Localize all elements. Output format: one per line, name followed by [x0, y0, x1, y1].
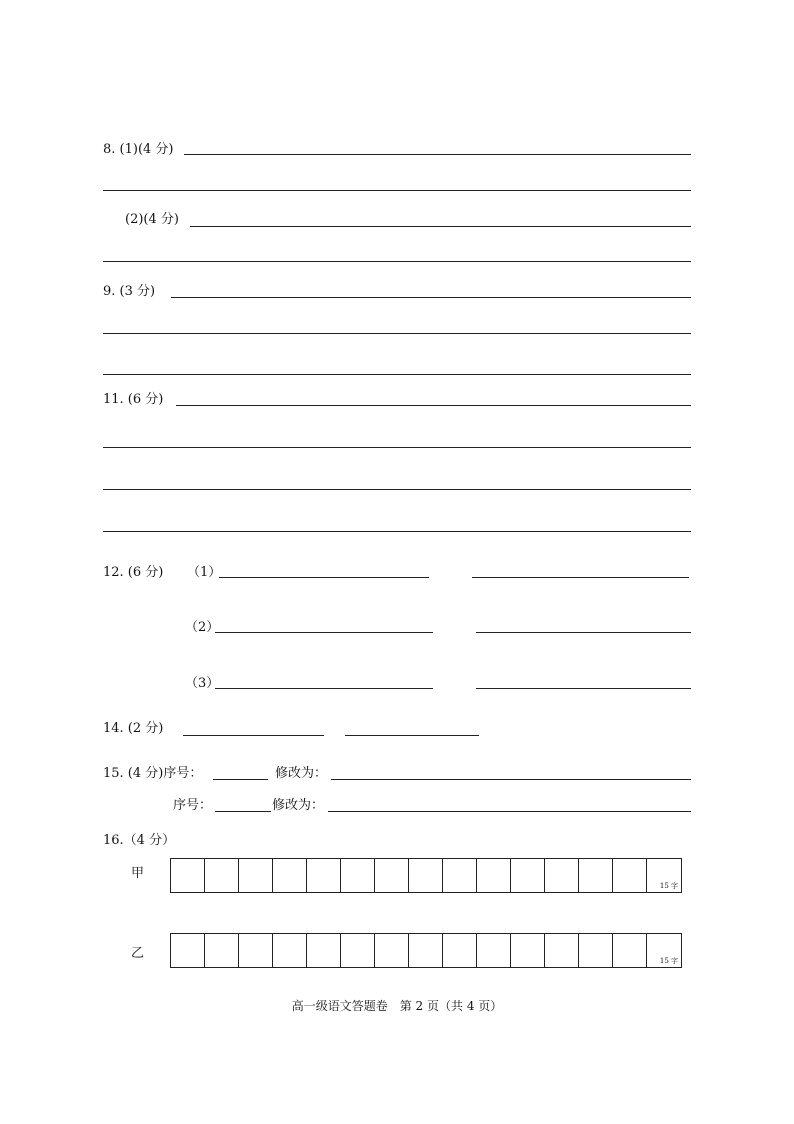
char-count-note: 15 字: [659, 957, 678, 965]
writing-cell[interactable]: [375, 859, 409, 892]
q12-part-3-line-a[interactable]: [215, 688, 433, 689]
q9-answer-line-1[interactable]: [171, 297, 691, 298]
writing-cell[interactable]: [205, 859, 239, 892]
q9-answer-line-2[interactable]: [103, 333, 691, 334]
q16-label: 16.（4 分）: [103, 833, 176, 848]
q15-revise-line-2[interactable]: [328, 811, 691, 812]
q11-label: 11. (6 分): [103, 392, 164, 407]
writing-cell[interactable]: [579, 934, 613, 967]
writing-cell[interactable]: [511, 934, 545, 967]
writing-cell[interactable]: [409, 934, 443, 967]
q15-revise-line-1[interactable]: [331, 779, 691, 780]
q16-grid-row-2: [170, 933, 682, 968]
q15-seq-line-2[interactable]: [215, 811, 271, 812]
q8-label: 8. (1)(4 分): [103, 142, 174, 157]
q16-grid-row-1: [170, 858, 682, 893]
q15-revise-label: 修改为：: [275, 766, 328, 781]
writing-cell[interactable]: [239, 934, 273, 967]
q11-answer-line-1[interactable]: [176, 405, 691, 406]
q12-part-3-label: （3）: [185, 676, 220, 691]
q11-answer-line-2[interactable]: [103, 447, 691, 448]
q9-answer-line-3[interactable]: [103, 374, 691, 375]
q12-part-2-line-a[interactable]: [215, 632, 433, 633]
writing-cell[interactable]: [579, 859, 613, 892]
writing-cell[interactable]: [341, 934, 375, 967]
writing-cell[interactable]: [477, 859, 511, 892]
q12-part-1-line-b[interactable]: [472, 577, 689, 578]
q8-2-answer-line-1[interactable]: [190, 226, 691, 227]
q8-2-label: (2)(4 分): [125, 212, 179, 227]
writing-cell[interactable]: [511, 859, 545, 892]
q9-label: 9. (3 分): [103, 284, 156, 299]
writing-cell[interactable]: [171, 859, 205, 892]
q15-seq2-label: 序号：: [173, 798, 213, 813]
writing-cell[interactable]: [273, 859, 307, 892]
q8-1-answer-line-2[interactable]: [103, 190, 691, 191]
writing-cell[interactable]: [443, 934, 477, 967]
writing-cell[interactable]: [545, 934, 579, 967]
q14-answer-line-2[interactable]: [345, 735, 479, 736]
writing-cell[interactable]: [647, 859, 681, 892]
q15-label: 15. (4 分)序号：: [103, 766, 203, 781]
writing-cell[interactable]: [307, 859, 341, 892]
writing-cell[interactable]: [613, 934, 647, 967]
writing-cell[interactable]: [375, 934, 409, 967]
writing-cell[interactable]: [477, 934, 511, 967]
char-count-note: 15 字: [659, 882, 678, 890]
q11-answer-line-3[interactable]: [103, 489, 691, 490]
q16-row-2-label: 乙: [131, 946, 145, 961]
q14-label: 14. (2 分): [103, 721, 164, 736]
q8-1-answer-line-1[interactable]: [184, 154, 691, 155]
q12-label: 12. (6 分): [103, 565, 164, 580]
q15-seq-line-1[interactable]: [213, 779, 268, 780]
q14-answer-line-1[interactable]: [183, 735, 324, 736]
q12-part-1-label: （1）: [187, 565, 222, 580]
page-footer: 高一级语文答题卷 第 2 页（共 4 页）: [291, 999, 503, 1013]
q11-answer-line-4[interactable]: [103, 531, 691, 532]
writing-cell[interactable]: [205, 934, 239, 967]
writing-cell[interactable]: [273, 934, 307, 967]
writing-cell[interactable]: [545, 859, 579, 892]
writing-cell[interactable]: [613, 859, 647, 892]
writing-cell[interactable]: [443, 859, 477, 892]
q8-2-answer-line-2[interactable]: [103, 261, 691, 262]
q12-part-1-line-a[interactable]: [219, 577, 429, 578]
q12-part-3-line-b[interactable]: [476, 688, 691, 689]
writing-cell[interactable]: [647, 934, 681, 967]
writing-cell[interactable]: [239, 859, 273, 892]
q12-part-2-label: （2）: [185, 620, 220, 635]
writing-cell[interactable]: [341, 859, 375, 892]
q16-row-1-label: 甲: [131, 866, 145, 881]
q15-revise2-label: 修改为：: [272, 798, 325, 813]
writing-cell[interactable]: [171, 934, 205, 967]
writing-cell[interactable]: [307, 934, 341, 967]
q12-part-2-line-b[interactable]: [476, 632, 691, 633]
writing-cell[interactable]: [409, 859, 443, 892]
